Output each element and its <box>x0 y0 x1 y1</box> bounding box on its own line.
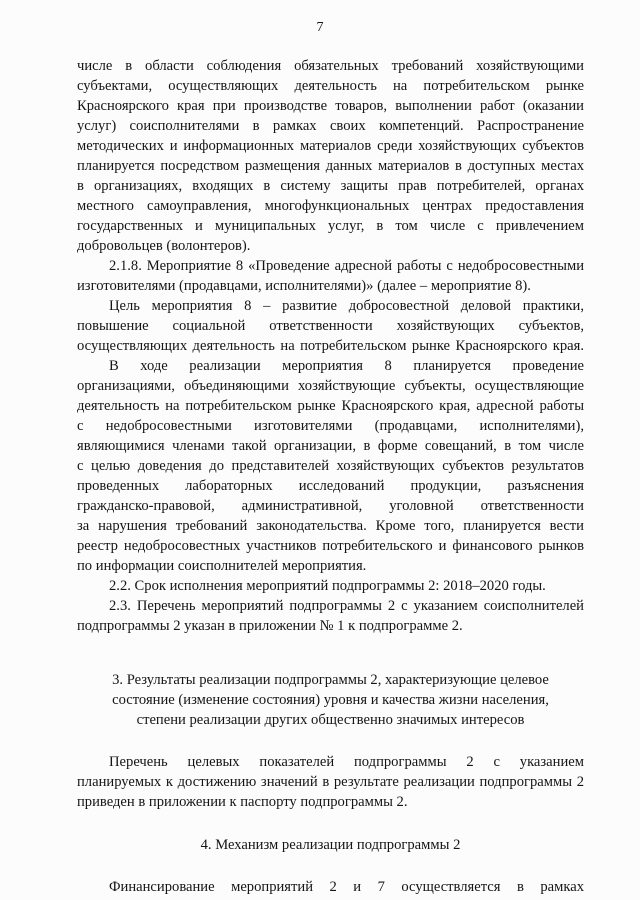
text-line: за нарушения требований законодательства. Кроме того, планируется вести <box>77 518 584 534</box>
page-number: 7 <box>316 20 324 35</box>
text-line: 2.2. Срок исполнения мероприятий подпрограммы 2: 2018–2020 годы. <box>109 578 546 594</box>
text-line: Красноярского края при производстве товаров, выполнении работ (оказании <box>77 98 584 114</box>
text-line: планируемых к достижению значений в результате реализации подпрограммы 2 <box>77 774 584 790</box>
text-line: проведенных лабораторных исследований продукции, разъяснения <box>77 478 584 494</box>
text-line: государственных и муниципальных услуг, в том числе с привлечением <box>77 218 584 234</box>
text-line: с недобросовестными изготовителями (продавцами, исполнителями), <box>77 418 584 434</box>
text-line: местного самоуправления, многофункциональных центрах предоставления <box>77 198 584 214</box>
text-line: 4. Механизм реализации подпрограммы 2 <box>200 837 461 853</box>
text-line: Цель мероприятия 8 – развитие добросовестной деловой практики, <box>109 298 584 314</box>
text-line: организациями, объединяющими хозяйствующие субъекты, осуществляющие <box>77 378 584 394</box>
text-line: осуществляющих деятельность на потребительском рынке Красноярского края. <box>77 338 584 354</box>
text-line: деятельность на потребительском рынке Красноярского края, адресной работы <box>77 398 584 414</box>
text-line: Перечень целевых показателей подпрограммы 2 с указанием <box>109 754 584 770</box>
text-line: с целью доведения до представителей хозяйствующих субъектов результатов <box>77 458 584 474</box>
text-line: В ходе реализации мероприятия 8 планируется проведение <box>109 358 584 374</box>
text-line: услуг) соисполнителями в рамках своих компетенций. Распространение <box>77 118 584 134</box>
text-line: приведен в приложении к паспорту подпрограммы 2. <box>77 794 408 810</box>
text-line: повышение социальной ответственности хозяйствующих субъектов, <box>77 318 584 334</box>
text-line: 3. Результаты реализации подпрограммы 2, характеризующие целевое <box>112 672 549 688</box>
text-line: 2.3. Перечень мероприятий подпрограммы 2 с указанием соисполнителей <box>109 598 584 614</box>
text-line: являющимися членами такой организации, в форме совещаний, в том числе <box>77 438 584 454</box>
text-line: добровольцев (волонтеров). <box>77 238 251 254</box>
text-line: субъектами, осуществляющих деятельность на потребительском рынке <box>77 78 584 94</box>
text-line: Финансирование мероприятий 2 и 7 осуществляется в рамках <box>109 879 584 895</box>
text-line: 2.1.8. Мероприятие 8 «Проведение адресной работы с недобросовестными <box>109 258 584 274</box>
text-line: планируется посредством размещения данных материалов в доступных местах <box>77 158 584 174</box>
text-line: реестр недобросовестных участников потребительского и финансового рынков <box>77 538 584 554</box>
text-line: состояние (изменение состояния) уровня и качества жизни населения, <box>112 692 549 708</box>
text-line: в организациях, входящих в систему защиты прав потребителей, органах <box>77 178 584 194</box>
text-line: подпрограммы 2 указан в приложении № 1 к подпрограмме 2. <box>77 618 463 634</box>
text-line: изготовителями (продавцами, исполнителями)» (далее – мероприятие 8). <box>77 278 531 294</box>
text-line: гражданско-правовой, административной, уголовной ответственности <box>77 498 584 514</box>
text-line: по информации соисполнителей мероприятия. <box>77 558 367 574</box>
text-line: методических и информационных материалов среди хозяйствующих субъектов <box>77 138 584 154</box>
text-line: числе в области соблюдения обязательных требований хозяйствующими <box>77 58 584 74</box>
text-line: степени реализации других общественно значимых интересов <box>136 712 525 728</box>
